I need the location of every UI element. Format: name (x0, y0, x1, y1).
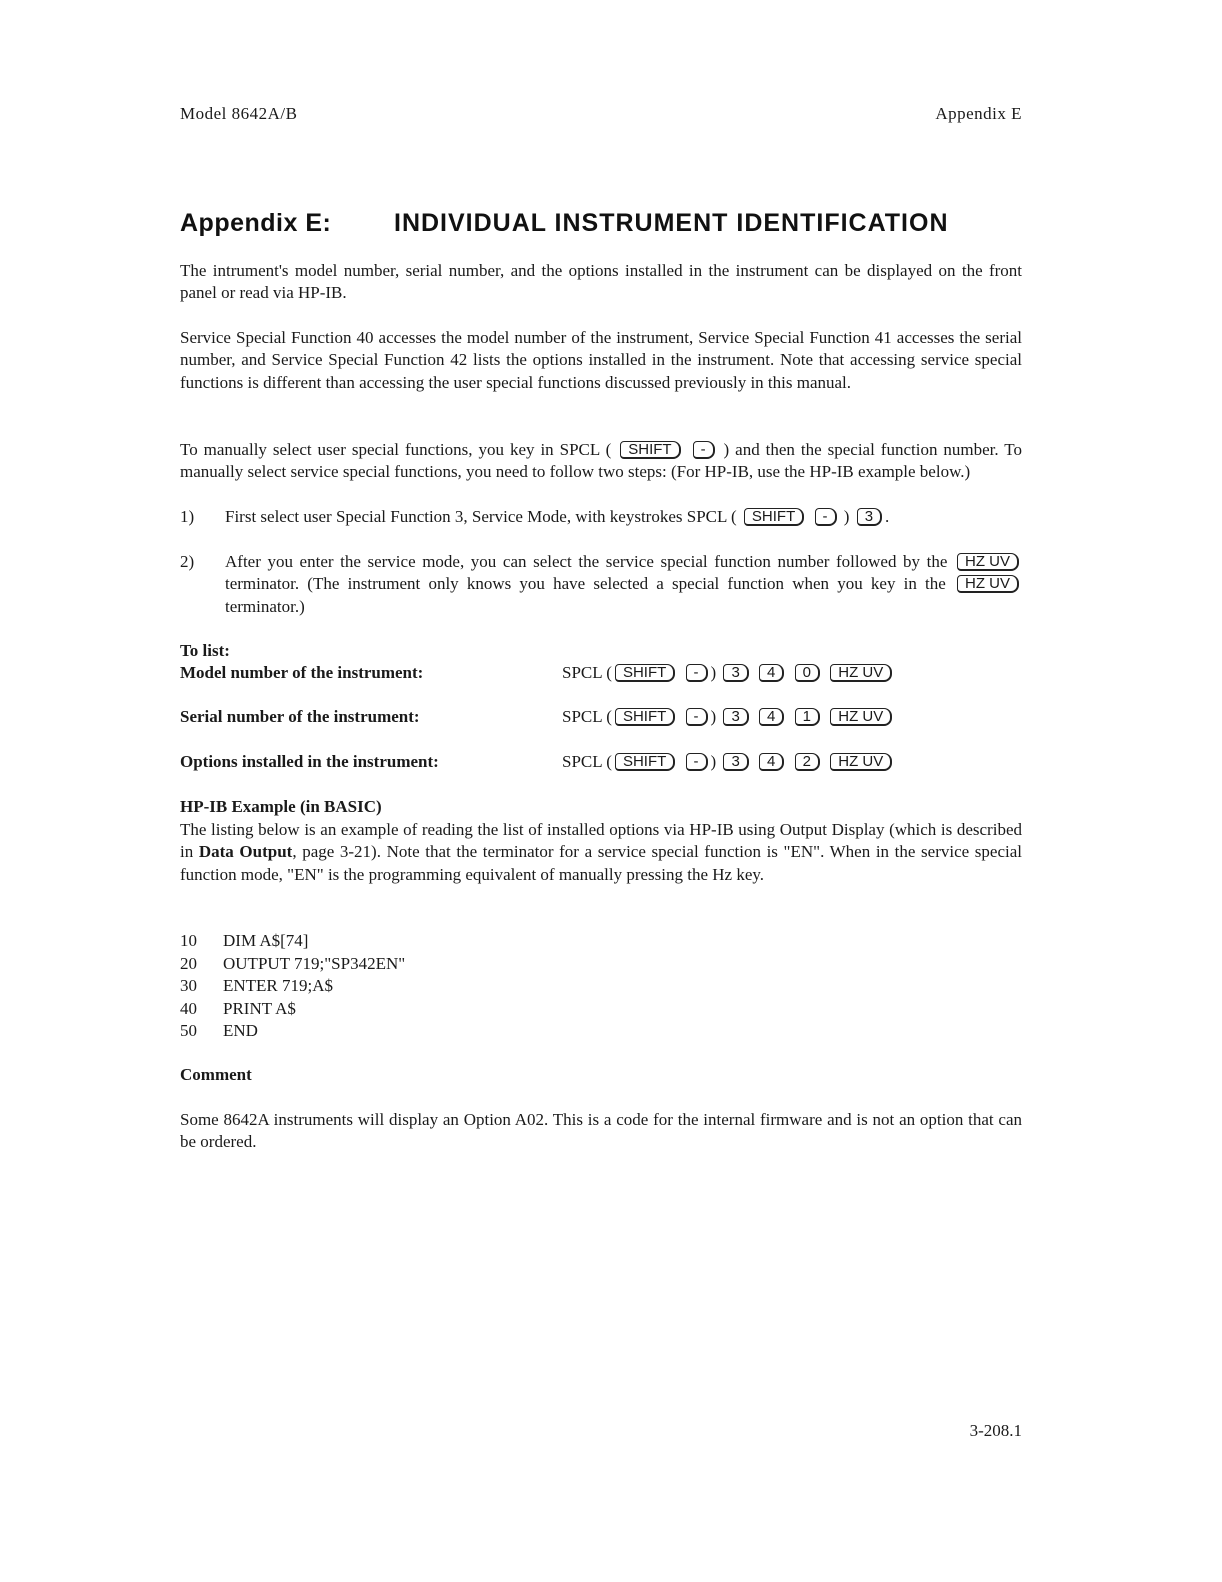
key-1: 1 (795, 708, 820, 726)
line-text: END (223, 1021, 258, 1040)
close-paren: ) (710, 752, 717, 771)
spcl-label: SPCL (562, 752, 603, 771)
code-line (180, 953, 405, 976)
minus-key: - (686, 708, 708, 726)
minus-key: - (686, 664, 708, 682)
line-number: 20 (180, 953, 197, 973)
spcl-label: SPCL (562, 663, 603, 682)
line-number: 50 (180, 1021, 197, 1040)
list-item-serial-keystrokes (562, 707, 1032, 727)
code-line (180, 975, 405, 998)
title-prefix: Appendix E: (180, 209, 332, 237)
key-4: 4 (759, 664, 784, 682)
hz-uv-key: HZ UV (830, 664, 892, 682)
open-paren: ( (606, 752, 612, 771)
hz-uv-key: HZ UV (957, 575, 1019, 593)
step-number: 1) (180, 507, 195, 526)
minus-key: - (686, 753, 708, 771)
para3-text-b: ) and then the special function number. To manually select service special functions, you need to follow two steps: (For HP-IB, use the HP-IB example below.) (180, 440, 1023, 482)
shift-key: SHIFT (620, 441, 680, 459)
code-line (180, 1020, 405, 1043)
step-body (225, 506, 1022, 528)
step-body (225, 551, 1022, 618)
minus-key: - (693, 441, 715, 459)
key-3: 3 (723, 753, 748, 771)
key-3: 3 (723, 664, 748, 682)
page-number: 3-208.1 (969, 1421, 1022, 1440)
list-item-options-label: Options installed in the instrument: (180, 752, 439, 771)
key-3: 3 (857, 508, 882, 526)
hpib-example-paragraph (180, 819, 1022, 886)
open-paren: ( (606, 707, 612, 726)
step-number: 2) (180, 552, 195, 571)
line-text: PRINT A$ (223, 998, 296, 1018)
close-paren: ) (710, 663, 717, 682)
para3-text-a: To manually select user special functions, you key in SPCL ( (180, 440, 612, 459)
manual-select-paragraph (180, 439, 1022, 484)
key-3: 3 (723, 708, 748, 726)
list-heading: To list: (180, 641, 230, 660)
step1-text-a: First select user Special Function 3, Service Mode, with keystrokes SPCL ( (225, 507, 737, 526)
running-header-appendix: Appendix E (935, 104, 1022, 123)
line-number: 30 (180, 976, 197, 995)
hz-uv-key: HZ UV (957, 553, 1019, 571)
code-line (180, 930, 405, 953)
data-output-ref: Data Output (198, 842, 293, 862)
list-item-model-label: Model number of the instrument: (180, 663, 424, 682)
list-item-model-keystrokes (562, 663, 1032, 683)
step2-text-a: After you enter the service mode, you can select the service special function number followed by the (225, 552, 948, 571)
title-main: INDIVIDUAL INSTRUMENT IDENTIFICATION (394, 209, 949, 237)
key-4: 4 (759, 753, 784, 771)
shift-key: SHIFT (615, 708, 675, 726)
comment-paragraph: Some 8642A instruments will display an Option A02. This is a code for the internal firmware and is not an option that can be ordered. (180, 1110, 1022, 1152)
line-text: DIM A$[74] (223, 931, 309, 950)
hz-uv-key: HZ UV (830, 708, 892, 726)
line-text: ENTER 719;A$ (223, 976, 334, 995)
line-number: 10 (180, 931, 197, 950)
line-number: 40 (180, 998, 197, 1018)
line-text: OUTPUT 719;"SP342EN" (223, 953, 406, 973)
shift-key: SHIFT (615, 753, 675, 771)
list-item-options-keystrokes (562, 752, 1032, 772)
hpib-text-a: The listing below is an example of reading the list of installed options via HP-IB using Output Display (which is described in (180, 820, 1022, 862)
spcl-label: SPCL (562, 707, 603, 726)
key-2: 2 (795, 753, 820, 771)
comment-heading: Comment (180, 1065, 252, 1084)
step2-text-c: terminator.) (225, 596, 305, 616)
list-item-serial-label: Serial number of the instrument: (180, 707, 420, 726)
key-0: 0 (795, 664, 820, 682)
running-header-model: Model 8642A/B (180, 104, 298, 123)
minus-key: - (815, 508, 837, 526)
open-paren: ( (606, 663, 612, 682)
hpib-example-heading: HP-IB Example (in BASIC) (180, 797, 382, 816)
hpib-text-b: , page 3-21). Note that the terminator for a service special function is "EN". When in the service special function mode, "EN" is the programming equivalent of manually pressing the Hz key. (180, 842, 1022, 884)
shift-key: SHIFT (744, 508, 804, 526)
hz-uv-key: HZ UV (830, 753, 892, 771)
code-line (180, 998, 405, 1021)
service-function-paragraph: Service Special Function 40 accesses the model number of the instrument, Service Special Function 41 accesses the serial number, and Service Special Function 42 lists the options installed in the instrument. Note that accessing service special functions is different than accessing the user special functions discussed previously in this manual. (180, 328, 1022, 392)
step2-text-b: terminator. (The instrument only knows you have selected a special function when you key in the (225, 574, 946, 594)
shift-key: SHIFT (615, 664, 675, 682)
step1-text-c: . (885, 507, 890, 526)
key-4: 4 (759, 708, 784, 726)
close-paren: ) (710, 707, 717, 726)
step1-text-b: ) (843, 507, 850, 526)
intro-paragraph: The intrument's model number, serial number, and the options installed in the instrument can be displayed on the front panel or read via HP-IB. (180, 261, 1022, 303)
basic-code-listing (180, 930, 405, 1043)
